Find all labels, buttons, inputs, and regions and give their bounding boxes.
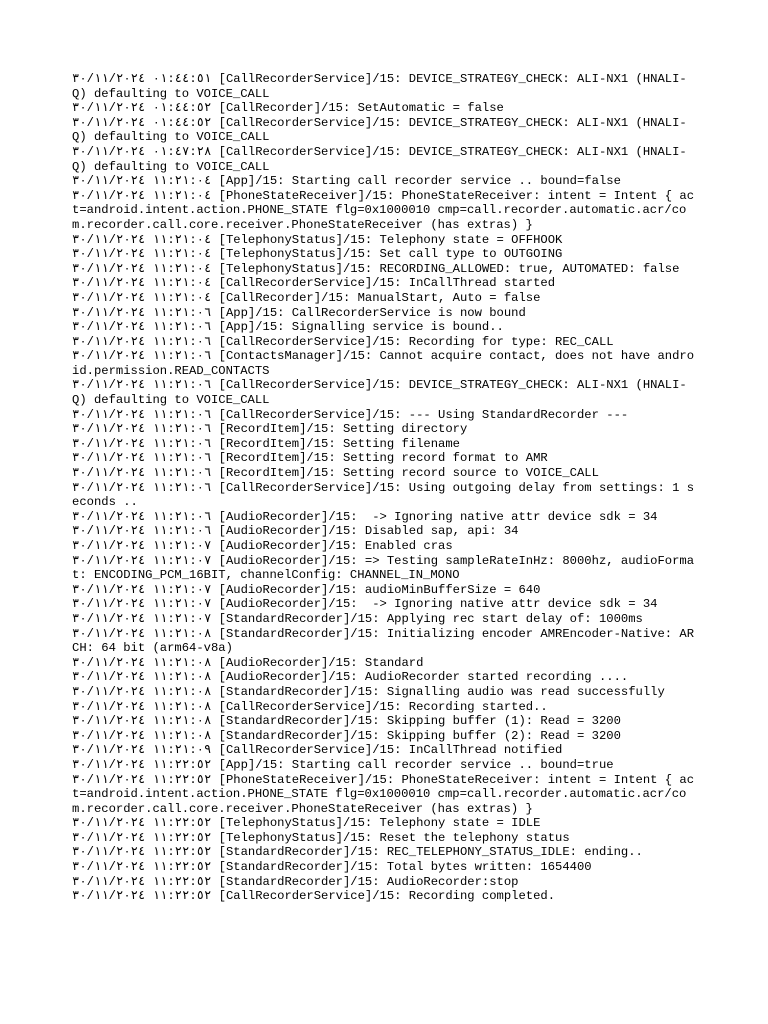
log-line: ١١:٢٢:٥٢ ٣٠/١١/٢٠٢٤ [StandardRecorder]/15: REC_TELEPHONY_STATUS_IDLE: ending.. bbox=[72, 845, 643, 860]
log-line: ١١:٢٢:٥٢ ٣٠/١١/٢٠٢٤ [StandardRecorder]/15: Total bytes written: 1654400 bbox=[72, 860, 592, 875]
log-line: ١١:٢٢:٥٢ ٣٠/١١/٢٠٢٤ [PhoneStateReceiver]/15: PhoneStateReceiver: intent = Intent { act=android.intent.action.PHONE_STATE flg=0x1000010 cmp=call.recorder.automatic.acr/com.recorder.call.core.receiver.PhoneStateReceiver (has extras) } bbox=[72, 772, 695, 816]
log-line: ٠١:٤٤:٥٢ ٣٠/١١/٢٠٢٤ [CallRecorder]/15: SetAutomatic = false bbox=[72, 101, 504, 116]
log-line: ٠١:٤٤:٥٢ ٣٠/١١/٢٠٢٤ [CallRecorderService]/15: DEVICE_STRATEGY_CHECK: ALI-NX1 (HNALI-Q) defaulting to VOICE_CALL bbox=[72, 115, 687, 145]
log-line: ١١:٢٢:٥٢ ٣٠/١١/٢٠٢٤ [TelephonyStatus]/15: Reset the telephony status bbox=[72, 830, 570, 845]
log-line: ١١:٢١:٠٦ ٣٠/١١/٢٠٢٤ [RecordItem]/15: Setting record source to VOICE_CALL bbox=[72, 466, 599, 481]
log-line: ١١:٢١:٠٤ ٣٠/١١/٢٠٢٤ [TelephonyStatus]/15: RECORDING_ALLOWED: true, AUTOMATED: false bbox=[72, 261, 680, 276]
log-line: ١١:٢١:٠٦ ٣٠/١١/٢٠٢٤ [CallRecorderService]/15: DEVICE_STRATEGY_CHECK: ALI-NX1 (HNALI-Q) defaulting to VOICE_CALL bbox=[72, 378, 687, 408]
log-line: ١١:٢١:٠٤ ٣٠/١١/٢٠٢٤ [PhoneStateReceiver]/15: PhoneStateReceiver: intent = Intent { act=android.intent.action.PHONE_STATE flg=0x1000010 cmp=call.recorder.automatic.acr/com.recorder.call.core.receiver.PhoneStateReceiver (has extras) } bbox=[72, 188, 695, 232]
log-line: ١١:٢٢:٥٢ ٣٠/١١/٢٠٢٤ [CallRecorderService]/15: Recording completed. bbox=[72, 889, 556, 904]
log-line: ٠١:٤٧:٢٨ ٣٠/١١/٢٠٢٤ [CallRecorderService]/15: DEVICE_STRATEGY_CHECK: ALI-NX1 (HNALI-Q) defaulting to VOICE_CALL bbox=[72, 144, 687, 174]
log-line: ١١:٢١:٠٨ ٣٠/١١/٢٠٢٤ [CallRecorderService]/15: Recording started.. bbox=[72, 699, 548, 714]
log-line: ١١:٢١:٠٤ ٣٠/١١/٢٠٢٤ [TelephonyStatus]/15: Telephony state = OFFHOOK bbox=[72, 232, 563, 247]
log-line: ١١:٢١:٠٦ ٣٠/١١/٢٠٢٤ [CallRecorderService]/15: --- Using StandardRecorder --- bbox=[72, 407, 629, 422]
log-line: ١١:٢١:٠٦ ٣٠/١١/٢٠٢٤ [CallRecorderService]/15: Recording for type: REC_CALL bbox=[72, 334, 614, 349]
log-line: ١١:٢١:٠٤ ٣٠/١١/٢٠٢٤ [CallRecorderService]/15: InCallThread started bbox=[72, 276, 556, 291]
log-line: ١١:٢١:٠٩ ٣٠/١١/٢٠٢٤ [CallRecorderService]/15: InCallThread notified bbox=[72, 743, 563, 758]
log-line: ١١:٢١:٠٦ ٣٠/١١/٢٠٢٤ [RecordItem]/15: Setting directory bbox=[72, 422, 468, 437]
log-line: ١١:٢١:٠٧ ٣٠/١١/٢٠٢٤ [AudioRecorder]/15: => Testing sampleRateInHz: 8000hz, audioFormat: ENCODING_PCM_16BIT, channelConfig: CHANNEL_IN_MONO bbox=[72, 553, 695, 583]
log-line: ١١:٢١:٠٤ ٣٠/١١/٢٠٢٤ [App]/15: Starting call recorder service .. bound=false bbox=[72, 174, 621, 189]
log-line: ١١:٢١:٠٤ ٣٠/١١/٢٠٢٤ [CallRecorder]/15: ManualStart, Auto = false bbox=[72, 290, 541, 305]
log-line: ١١:٢١:٠٦ ٣٠/١١/٢٠٢٤ [RecordItem]/15: Setting filename bbox=[72, 436, 460, 451]
log-line: ٠١:٤٤:٥١ ٣٠/١١/٢٠٢٤ [CallRecorderService]/15: DEVICE_STRATEGY_CHECK: ALI-NX1 (HNALI-Q) defaulting to VOICE_CALL bbox=[72, 72, 687, 101]
log-line: ١١:٢١:٠٧ ٣٠/١١/٢٠٢٤ [StandardRecorder]/15: Applying rec start delay of: 1000ms bbox=[72, 611, 643, 626]
log-document bbox=[72, 72, 700, 904]
log-line: ١١:٢١:٠٨ ٣٠/١١/٢٠٢٤ [StandardRecorder]/15: Skipping buffer (1): Read = 3200 bbox=[72, 714, 621, 729]
log-line: ١١:٢١:٠٨ ٣٠/١١/٢٠٢٤ [StandardRecorder]/15: Initializing encoder AMREncoder-Native: ARCH: 64 bit (arm64-v8a) bbox=[72, 626, 695, 656]
log-line: ١١:٢١:٠٨ ٣٠/١١/٢٠٢٤ [AudioRecorder]/15: Standard bbox=[72, 655, 424, 670]
log-line: ١١:٢١:٠٧ ٣٠/١١/٢٠٢٤ [AudioRecorder]/15: Enabled cras bbox=[72, 539, 453, 553]
log-line: ١١:٢١:٠٦ ٣٠/١١/٢٠٢٤ [AudioRecorder]/15: Disabled sap, api: 34 bbox=[72, 524, 519, 539]
log-line: ١١:٢٢:٥٢ ٣٠/١١/٢٠٢٤ [App]/15: Starting call recorder service .. bound=true bbox=[72, 757, 614, 772]
log-line: ١١:٢١:٠٦ ٣٠/١١/٢٠٢٤ [CallRecorderService]/15: Using outgoing delay from settings: 1 seconds .. bbox=[72, 480, 695, 510]
log-line: ١١:٢١:٠٨ ٣٠/١١/٢٠٢٤ [StandardRecorder]/15: Signalling audio was read successfully bbox=[72, 684, 665, 699]
log-line: ١١:٢١:٠٨ ٣٠/١١/٢٠٢٤ [AudioRecorder]/15: AudioRecorder started recording .... bbox=[72, 670, 629, 685]
log-line: ١١:٢١:٠٤ ٣٠/١١/٢٠٢٤ [TelephonyStatus]/15: Set call type to OUTGOING bbox=[72, 247, 563, 262]
log-line: ١١:٢١:٠٦ ٣٠/١١/٢٠٢٤ [App]/15: Signalling service is bound.. bbox=[72, 320, 504, 335]
log-line: ١١:٢١:٠٦ ٣٠/١١/٢٠٢٤ [RecordItem]/15: Setting record format to AMR bbox=[72, 451, 548, 466]
log-line: ١١:٢١:٠٦ ٣٠/١١/٢٠٢٤ [ContactsManager]/15: Cannot acquire contact, does not have android.permission.READ_CONTACTS bbox=[72, 349, 695, 378]
log-line: ١١:٢١:٠٦ ٣٠/١١/٢٠٢٤ [AudioRecorder]/15: -> Ignoring native attr device sdk = 34 bbox=[72, 509, 658, 524]
log-line: ١١:٢٢:٥٢ ٣٠/١١/٢٠٢٤ [TelephonyStatus]/15: Telephony state = IDLE bbox=[72, 816, 541, 831]
log-line: ١١:٢١:٠٧ ٣٠/١١/٢٠٢٤ [AudioRecorder]/15: audioMinBufferSize = 640 bbox=[72, 582, 541, 597]
log-line: ١١:٢١:٠٨ ٣٠/١١/٢٠٢٤ [StandardRecorder]/15: Skipping buffer (2): Read = 3200 bbox=[72, 728, 621, 743]
log-line: ١١:٢٢:٥٢ ٣٠/١١/٢٠٢٤ [StandardRecorder]/15: AudioRecorder:stop bbox=[72, 874, 519, 889]
log-line: ١١:٢١:٠٦ ٣٠/١١/٢٠٢٤ [App]/15: CallRecorderService is now bound bbox=[72, 305, 526, 320]
log-line: ١١:٢١:٠٧ ٣٠/١١/٢٠٢٤ [AudioRecorder]/15: -> Ignoring native attr device sdk = 34 bbox=[72, 597, 658, 612]
